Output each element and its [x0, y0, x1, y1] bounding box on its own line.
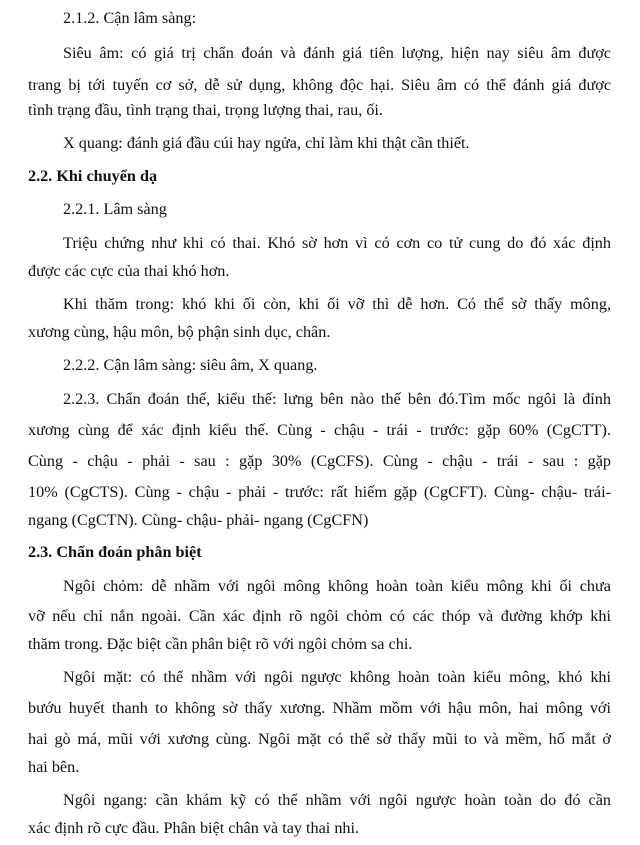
paragraph-line: Siêu âm: có giá trị chẩn đoán và đánh giá tiên lượng, hiện nay siêu âm được [63, 44, 611, 62]
paragraph-line: xác định rõ cực đầu. Phân biệt chân và tay thai nhi. [28, 819, 360, 837]
paragraph-line: Ngôi mặt: có thể nhầm với ngôi ngược không hoàn toàn kiểu mông, khó khi [63, 668, 611, 686]
paragraph-line: bướu huyết thanh to không sờ thấy xương. Nhầm mồm với hậu môn, hai mông với [28, 699, 611, 717]
paragraph-line: thăm trong. Đặc biệt cần phân biệt rõ với ngôi chỏm sa chi. [28, 635, 413, 653]
paragraph-line: 2.2.3. Chẩn đoán thế, kiểu thế: lưng bên nào thế bên đó.Tìm mốc ngôi là đỉnh [63, 390, 611, 408]
paragraph-line: xương cùng để xác định kiểu thế. Cùng - chậu - trái - trước: gặp 60% (CgCTT). [28, 421, 611, 439]
paragraph-line: hai gò má, mũi với xương cùng. Ngôi mặt có thể sờ thấy mũi to và mềm, hố mắt ở [28, 730, 611, 748]
paragraph-line: vỡ nếu chỉ nắn ngoài. Cần xác định rõ ngôi chỏm có các thóp và đường khớp khi [28, 607, 611, 625]
paragraph-line: ngang (CgCTN). Cùng- chậu- phải- ngang (CgCFN) [28, 511, 369, 529]
paragraph-line: Ngôi chỏm: dễ nhầm với ngôi mông không hoàn toàn kiểu mông khi ối chưa [63, 577, 611, 595]
paragraph-line: xương cùng, hậu môn, bộ phận sinh dục, chân. [28, 323, 331, 341]
heading-2-2: 2.2. Khi chuyển dạ [28, 167, 158, 185]
subheading-2-2-2: 2.2.2. Cận lâm sàng: siêu âm, X quang. [63, 356, 318, 374]
paragraph-line: trang bị tới tuyến cơ sở, dễ sử dụng, không độc hại. Siêu âm có thể đánh giá được [28, 76, 611, 94]
heading-2-3: 2.3. Chẩn đoán phân biệt [28, 543, 202, 561]
paragraph-line: tình trạng đầu, tình trạng thai, trọng lượng thai, rau, ối. [28, 101, 383, 119]
paragraph-line: hai bên. [28, 758, 80, 776]
subheading-2-1-2: 2.1.2. Cận lâm sàng: [63, 9, 197, 27]
paragraph-line: Triệu chứng như khi có thai. Khó sờ hơn vì có cơn co tử cung do đó xác định [63, 234, 611, 252]
paragraph-line: Ngôi ngang: cần khám kỹ có thể nhầm với ngôi ngược hoàn toàn do đó cần [63, 791, 611, 809]
paragraph-line: được các cực của thai khó hơn. [28, 262, 230, 280]
subheading-2-2-1: 2.2.1. Lâm sàng [63, 200, 167, 218]
paragraph-line: Khi thăm trong: khó khi ối còn, khi ối vỡ thì dễ hơn. Có thể sờ thấy mông, [63, 295, 611, 313]
paragraph-line: Cùng - chậu - phải - sau : gặp 30% (CgCFS). Cùng - chậu - trái - sau : gặp [28, 452, 611, 470]
paragraph-line: X quang: đánh giá đầu cúi hay ngửa, chỉ làm khi thật cần thiết. [63, 134, 470, 152]
paragraph-line: 10% (CgCTS). Cùng - chậu - phải - trước: rất hiếm gặp (CgCFT). Cùng- chậu- trái- [28, 483, 611, 501]
